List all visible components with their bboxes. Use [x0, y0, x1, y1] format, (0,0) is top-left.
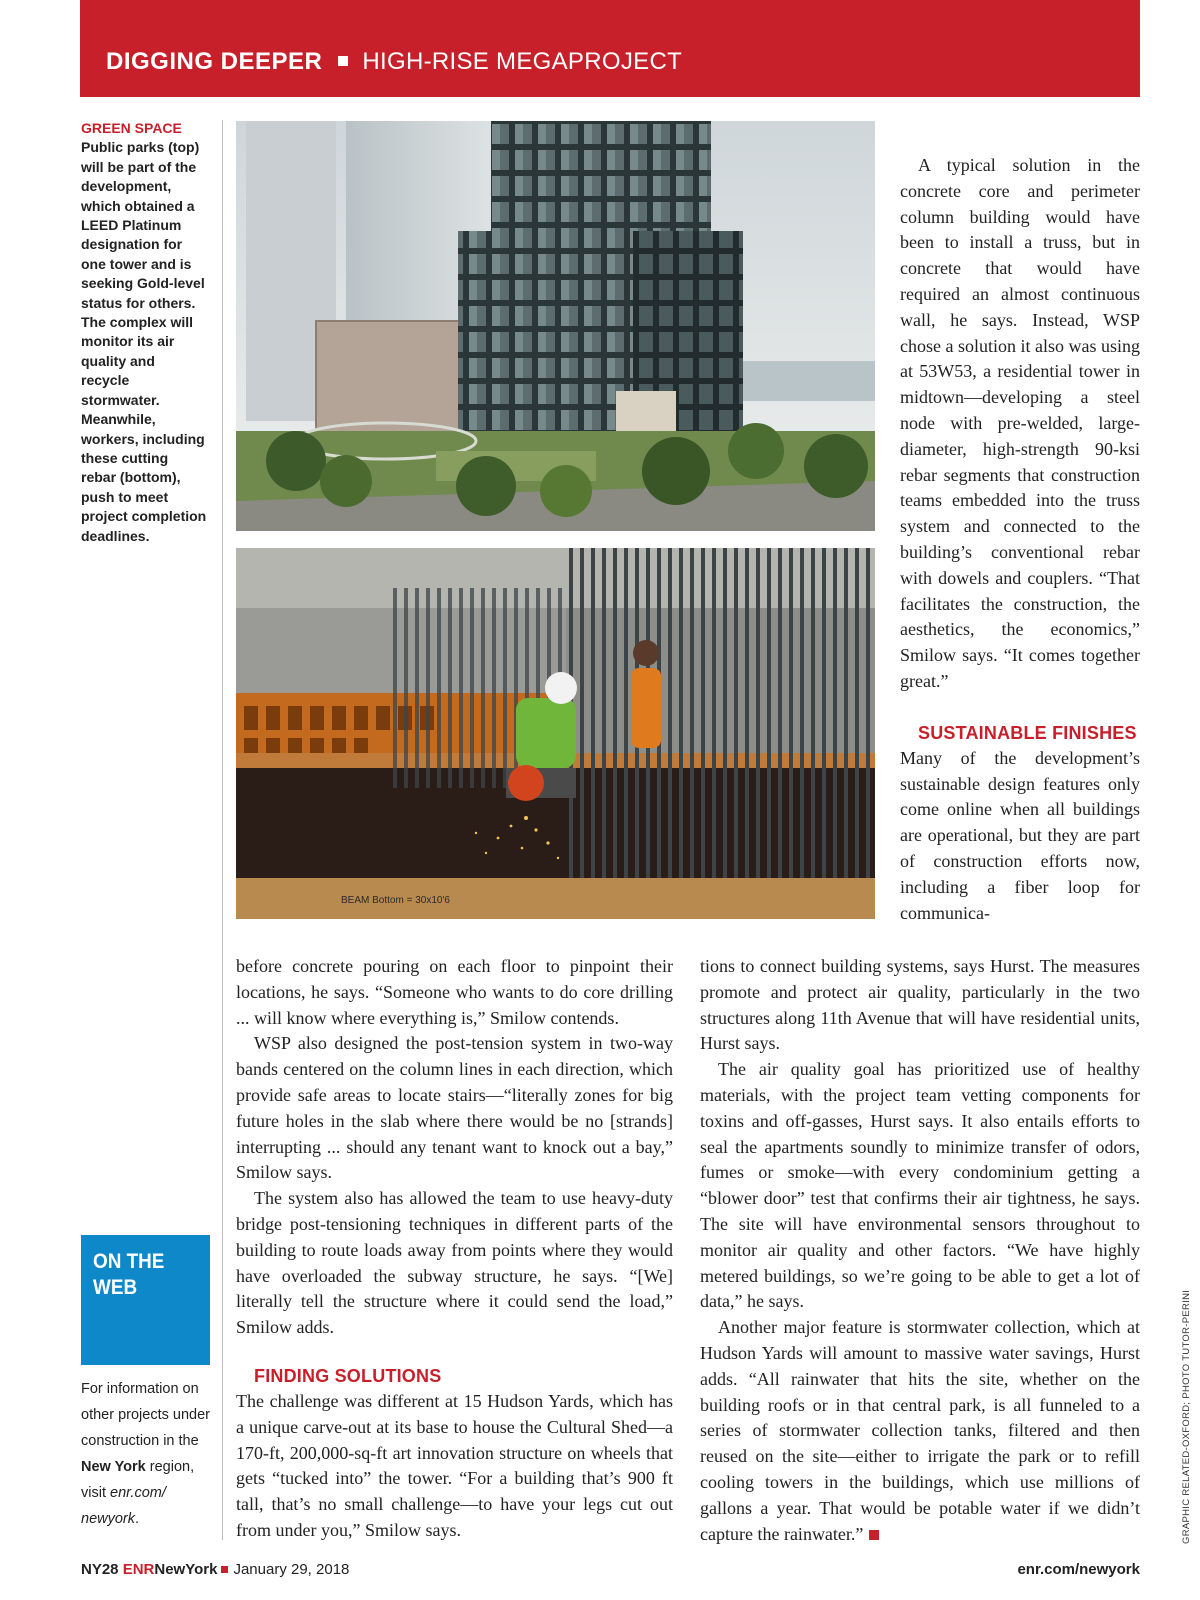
column-divider: [222, 120, 223, 1540]
subheading-finding-solutions: FINDING SOLUTIONS: [254, 1365, 442, 1386]
section-label: DIGGING DEEPER: [106, 48, 323, 75]
paragraph: A typical solution in the concrete core and perimeter column building would have been to install a truss, but in concrete that would have required an almost continuous wall, he says. Instead, WSP chose a solution it also was using at 53W53, a residential tower in midtown—developing a steel node with pre-welded, large-diameter, high-strength 90-ksi rebar segments that construction teams embedded into the truss system and connected to the building’s conventional rebar with dowels and couplers. “That facilitates the construction, the aesthetics, the economics,” Smilow says. “It comes together great.”: [900, 155, 1140, 691]
article-column-middle: [236, 954, 673, 1544]
web-info-region: New York: [81, 1459, 146, 1475]
paragraph: WSP also designed the post-tension system in two-way bands centered on the column lines in each direction, which provide safe areas to locate stairs—“literally zones for big future holes in the slab where there would be no [strands] interrupting ... should any tenant want to knock out a bay,” Smilow says.: [236, 1033, 673, 1183]
paragraph: Many of the development’s sustainable design features only come online when all buildings are operational, but they are part of construction efforts now, including a fiber loop for communica-: [900, 747, 1140, 923]
page-number: NY28: [81, 1561, 119, 1578]
rendering-photo: [236, 121, 875, 531]
end-mark-icon: [869, 1530, 879, 1540]
photo-credit: GRAPHIC RELATED-OXFORD; PHOTO TUTOR-PERINI: [1181, 1289, 1192, 1544]
web-info-text-end: .: [135, 1511, 140, 1527]
paragraph: The challenge was different at 15 Hudson Yards, which has a unique carve-out at its base to house the Cultural Shed—a 170-ft, 200,000-sq-ft art innovation structure on wheels that gets “tucked into” the tower. “For a building that’s 900 ft tall, that’s no small challenge—to have your legs cut out from under you,” Smilow says.: [236, 1390, 673, 1540]
paragraph: before concrete pouring on each floor to pinpoint their locations, he says. “Someone who wants to do core drilling ... will know where everything is,” Smilow contends.: [236, 956, 673, 1028]
article-column-right-upper: [900, 153, 1140, 926]
brand-newyork: NewYork: [154, 1561, 218, 1578]
photo-caption: [81, 119, 207, 546]
article-column-right-lower: [700, 954, 1140, 1547]
paragraph: tions to connect building systems, says Hurst. The measures promote and protect air quality, particularly in the two structures along 11th Avenue that will have residential units, Hurst says.: [700, 956, 1140, 1054]
web-info-text-middle: region, visit: [81, 1459, 195, 1501]
on-the-web-info: [81, 1376, 216, 1532]
paragraph: [700, 1315, 1140, 1547]
subsection-label: HIGH-RISE MEGAPROJECT: [362, 48, 683, 75]
header-banner: [80, 0, 1140, 97]
footer-square-icon: [221, 1566, 228, 1573]
caption-text: Public parks (top) will be part of the development, which obtained a LEED Platinum designation for one tower and is seeking Gold-level status for others. The complex will monitor its air quality and recycle stormwater. Meanwhile, workers, including these cutting rebar (bottom), push to meet project completion deadlines.: [81, 139, 207, 544]
separator-square-icon: [338, 56, 348, 66]
brand-enr: ENR: [122, 1561, 155, 1578]
footer-url[interactable]: enr.com/newyork: [1017, 1561, 1140, 1578]
footer-left: [81, 1561, 349, 1578]
paragraph-text: Another major feature is stormwater collection, which at Hudson Yards will amount to massive water savings, Hurst adds. “All rainwater that hits the site, whether on the building roofs or in that central park, is all funneled to a series of stormwater collection tanks, filtered and then reused on the site—either to irrigate the park or to refill cooling towers in the buildings, which use millions of gallons a year. That would be potable water if we didn’t capture the rainwater.”: [700, 1317, 1140, 1544]
web-info-text: For information on other projects under construction in the: [81, 1381, 210, 1449]
on-the-web-title: [93, 1249, 188, 1301]
on-the-web-line2: WEB: [93, 1276, 138, 1299]
tower-rendering-image: [236, 121, 875, 531]
on-the-web-box: [81, 1235, 210, 1365]
rebar-photo: [236, 548, 875, 919]
caption-label: GREEN SPACE: [81, 120, 182, 136]
on-the-web-line1: ON THE: [93, 1250, 165, 1273]
beam-label: BEAM Bottom = 30x10'6: [341, 895, 450, 906]
paragraph: The air quality goal has prioritized use of healthy materials, with the project team vetting components for toxins and off-gasses, Hurst says. It also entails efforts to seal the apartments soundly to minimize transfer of odors, fumes or smoke—with every condominium getting a “blower door” test that confirms their air tightness, he says. The site will have environmental sensors throughout to monitor air quality and other factors. “We have highly metered buildings, so we’re going to be able to get a lot of data,” he says.: [700, 1059, 1140, 1312]
paragraph: The system also has allowed the team to use heavy-duty bridge post-tensioning techniques in different parts of the building to route loads away from points where they would have overloaded the subway structure, he says. “[We] literally tell the structure where it could send the load,” Smilow adds.: [236, 1188, 673, 1338]
banner-title: [106, 48, 682, 76]
subheading-sustainable-finishes: SUSTAINABLE FINISHES: [918, 722, 1137, 743]
workers-cutting-rebar-image: [236, 548, 875, 919]
issue-date: January 29, 2018: [233, 1561, 350, 1578]
web-info-link[interactable]: enr.com/ newyork: [81, 1485, 166, 1527]
